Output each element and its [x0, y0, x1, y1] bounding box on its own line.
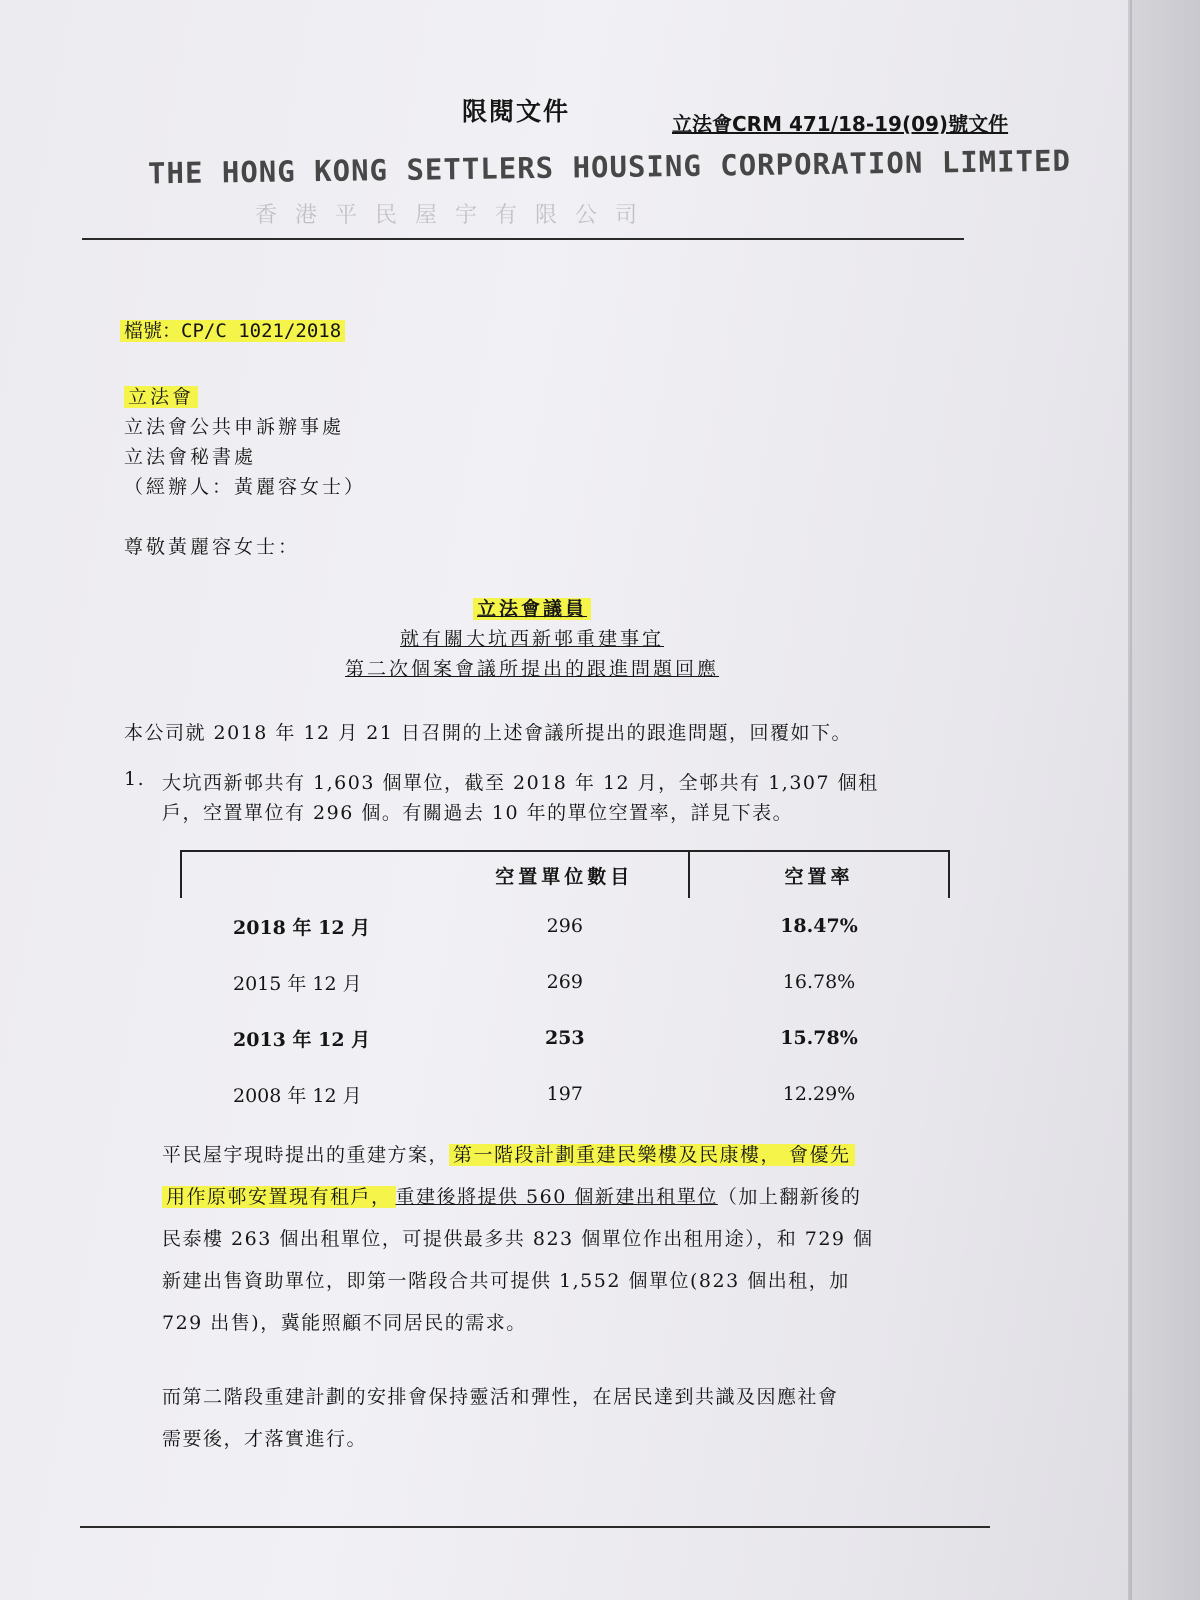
subject-line-2: 就有關大坑西新邨重建事宜	[399, 628, 664, 650]
addressee-line-1: 立法會	[124, 382, 198, 409]
header-rule	[82, 238, 964, 240]
table-row	[181, 1010, 949, 1066]
page-edge-shadow	[1128, 0, 1132, 1600]
document-reference: 立法會CRM 471/18-19(09)號文件	[672, 112, 1009, 136]
row-date: 2015 年 12 月	[233, 972, 362, 995]
subject-line-1: 立法會議員	[0, 594, 1064, 621]
intro-paragraph: 本公司就 2018 年 12 月 21 日召開的上述會議所提出的跟進問題，回覆如下。	[124, 722, 852, 744]
row-rate: 15.78%	[780, 1027, 858, 1049]
row-units: 269	[546, 971, 583, 993]
table-row	[181, 954, 949, 1010]
addressee-line-4: （經辦人：黃麗容女士）	[124, 476, 367, 498]
para-2-line-1: 平民屋宇現時提出的重建方案， 第一階段計劃重建民樂樓及民康樓， 會優先	[162, 1140, 855, 1167]
row-date: 2018 年 12 月	[233, 916, 371, 939]
company-name-stamp: THE HONG KONG SETTLERS HOUSING CORPORATION LIMITED	[147, 143, 1072, 191]
row-units: 197	[546, 1083, 583, 1105]
row-date: 2008 年 12 月	[233, 1084, 362, 1107]
footer-rule	[80, 1526, 990, 1528]
para-2-line-3: 民泰樓 263 個出租單位，可提供最多共 823 個單位作出租用途），和 729 個	[162, 1228, 874, 1250]
row-rate: 12.29%	[782, 1083, 856, 1105]
subject-line-3: 第二次個案會議所提出的跟進問題回應	[344, 658, 719, 680]
item-1-line-2: 戶，空置單位有 296 個。有關過去 10 年的單位空置率，詳見下表。	[162, 802, 794, 824]
restricted-label: 限閱文件	[462, 97, 571, 126]
salutation: 尊敬黃麗容女士：	[124, 536, 301, 558]
table-header-row	[181, 851, 949, 898]
table-header-vacant-units: 空置單位數目	[441, 851, 689, 898]
row-rate: 16.78%	[782, 971, 856, 993]
table-row	[181, 1066, 949, 1122]
para-3-line-2: 需要後，才落實進行。	[162, 1428, 368, 1450]
para-2-line-5: 729 出售)，冀能照顧不同居民的需求。	[162, 1312, 527, 1334]
item-1-number: 1.	[124, 768, 146, 790]
row-date: 2013 年 12 月	[233, 1028, 371, 1051]
para-2-line-4: 新建出售資助單位，即第一階段合共可提供 1,552 個單位(823 個出租，加	[162, 1270, 850, 1292]
vacancy-table	[180, 850, 950, 1122]
table-header-vacancy-rate: 空置率	[689, 851, 949, 898]
row-units: 253	[544, 1027, 585, 1049]
background-page-edge	[1130, 0, 1200, 1600]
para-2-line-2: 用作原邨安置現有租戶， 重建後將提供 560 個新建出租單位（加上翻新後的	[162, 1182, 861, 1209]
addressee-line-3: 立法會秘書處	[124, 446, 257, 468]
para-3-line-1: 而第二階段重建計劃的安排會保持靈活和彈性，在居民達到共識及因應社會	[162, 1386, 839, 1408]
row-units: 296	[546, 915, 583, 937]
addressee-line-2: 立法會公共申訴辦事處	[124, 416, 345, 438]
table-header-blank	[181, 851, 441, 898]
table-row	[181, 898, 949, 954]
file-number: 檔號：CP/C 1021/2018	[120, 316, 345, 343]
row-rate: 18.47%	[780, 915, 858, 937]
item-1-line-1: 大坑西新邨共有 1,603 個單位，截至 2018 年 12 月，全邨共有 1,307 個租	[162, 772, 879, 794]
company-name-chinese-stamp: 香港平民屋宇有限公司	[255, 203, 656, 228]
